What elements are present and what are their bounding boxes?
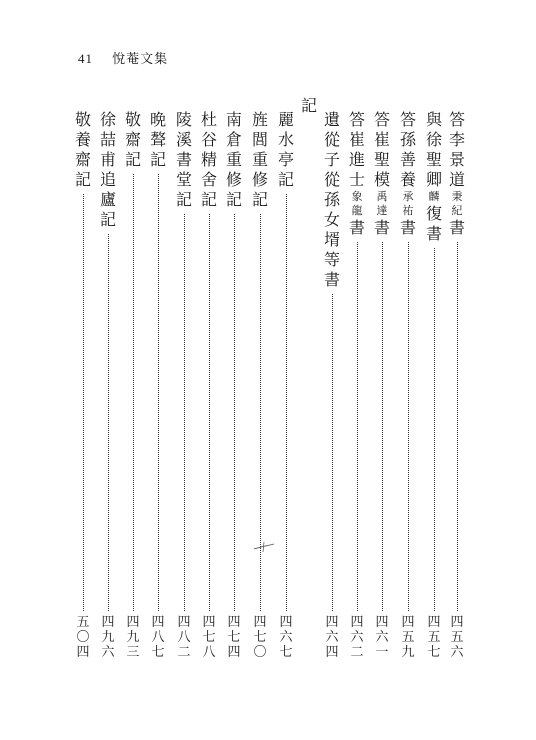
- entry-title-note: 象 龍: [351, 190, 363, 217]
- entry-page: 四 七 八: [202, 615, 216, 660]
- toc-entry: [276, 110, 296, 660]
- entry-page: 四 七 〇: [253, 615, 267, 660]
- entry-title: 敬 養 齋 記: [74, 110, 91, 189]
- entry-title-main: 答 孫 善 養: [399, 110, 416, 189]
- toc-entry: [224, 110, 244, 660]
- entry-page: 四 六 七: [279, 615, 293, 660]
- entry-title-tail: 復 書: [425, 204, 442, 243]
- book-title: 悅菴文集: [112, 52, 169, 67]
- section-heading-text: 記: [300, 96, 317, 115]
- dot-leader: [434, 248, 435, 611]
- entry-title: [349, 110, 365, 238]
- toc-entry: [347, 110, 367, 660]
- dot-leader: [234, 214, 235, 611]
- entry-title-note: 秉 紀: [451, 190, 463, 217]
- entry-title: 麗 水 亭 記: [277, 110, 294, 189]
- dot-leader: [408, 242, 409, 611]
- entry-title-note: 禹 達: [376, 190, 388, 217]
- entry-title: [426, 110, 442, 244]
- entry-title: [449, 110, 465, 238]
- page-number: 41: [78, 51, 93, 66]
- pen-mark: [252, 540, 276, 554]
- entry-title: 旌 閭 重 修 記: [251, 110, 268, 209]
- toc-entry: [322, 110, 342, 660]
- entry-title-note: 承 祐: [402, 190, 414, 217]
- entry-page: 四 九 三: [126, 615, 140, 660]
- entry-title: 南 倉 重 修 記: [225, 110, 242, 209]
- dot-leader: [184, 214, 185, 611]
- entry-title-tail: 書: [373, 218, 390, 237]
- entry-title-tail: 書: [399, 218, 416, 237]
- entry-page: 四 八 七: [151, 615, 165, 660]
- toc-entry: [424, 110, 444, 660]
- entry-title-note: 麟: [428, 190, 440, 203]
- toc-entry: [447, 110, 467, 660]
- entry-page: 四 九 六: [101, 615, 115, 660]
- entry-title: 徐 喆 甫 追 廬 記: [99, 110, 116, 229]
- entry-title: 陵 溪 書 堂 記: [175, 110, 192, 209]
- entry-page: 四 五 七: [427, 615, 441, 660]
- dot-leader: [83, 194, 84, 611]
- entry-page: 四 六 一: [375, 615, 389, 660]
- page-header: [78, 48, 168, 67]
- entry-title-main: 與 徐 聖 卿: [425, 110, 442, 189]
- toc-entry: [148, 110, 168, 660]
- toc-entry: [250, 110, 270, 660]
- entry-page: 四 六 四: [325, 615, 339, 660]
- dot-leader: [209, 214, 210, 611]
- entry-page: 四 五 九: [401, 615, 415, 660]
- entry-page: 四 七 四: [227, 615, 241, 660]
- dot-leader: [382, 242, 383, 611]
- entry-title: 晩 聱 記: [149, 110, 166, 169]
- dot-leader: [357, 242, 358, 611]
- entry-page: 四 六 二: [350, 615, 364, 660]
- entry-page: 四 八 二: [177, 615, 191, 660]
- entry-title-main: 遺 從 子 從 孫 女 壻 等 書: [323, 110, 340, 289]
- entry-title: [324, 110, 340, 290]
- toc-entry: [398, 110, 418, 660]
- entry-title-tail: 書: [348, 218, 365, 237]
- entry-title: [374, 110, 390, 238]
- dot-leader: [108, 234, 109, 611]
- entry-title-tail: 書: [448, 218, 465, 237]
- entry-title: 敬 齋 記: [124, 110, 141, 169]
- entry-page: 四 五 六: [450, 615, 464, 660]
- toc-entry: [174, 110, 194, 660]
- entry-title-main: 答 李 景 道: [448, 110, 465, 189]
- entry-title-main: 答 崔 聖 模: [373, 110, 390, 189]
- section-heading-ji: [299, 96, 319, 116]
- dot-leader: [332, 294, 333, 611]
- entry-page: 五 〇 四: [76, 615, 90, 660]
- toc-entry: [73, 110, 93, 660]
- dot-leader: [457, 242, 458, 611]
- entry-title-main: 答 崔 進 士: [348, 110, 365, 189]
- toc-entry: [372, 110, 392, 660]
- toc-entry: [98, 110, 118, 660]
- dot-leader: [158, 174, 159, 611]
- dot-leader: [133, 174, 134, 611]
- toc-entry: [199, 110, 219, 660]
- toc-entry: [123, 110, 143, 660]
- entry-title: 杜 谷 精 舍 記: [200, 110, 217, 209]
- entry-title: [400, 110, 416, 238]
- dot-leader: [286, 194, 287, 611]
